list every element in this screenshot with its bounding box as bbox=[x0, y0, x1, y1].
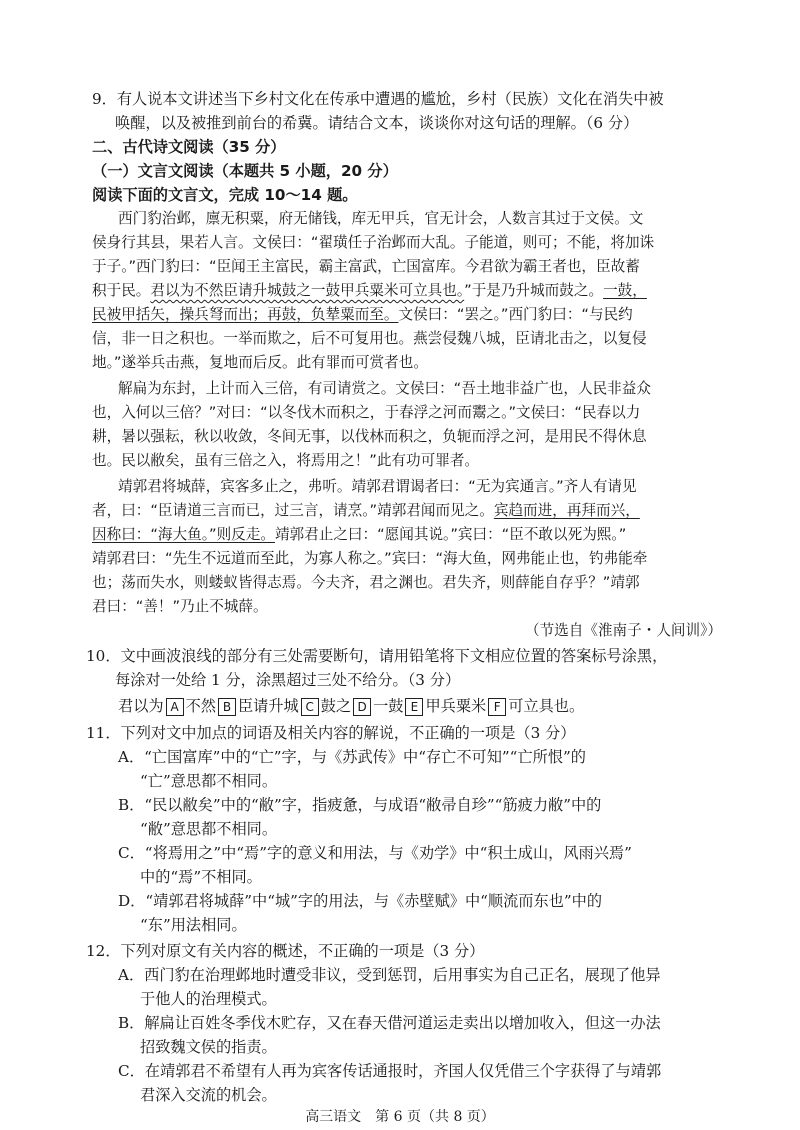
passage-line bbox=[92, 304, 633, 326]
passage-text: 靖郭君止之曰：“愿闻其说。”宾曰：“臣不敢以死为熙。” bbox=[274, 526, 627, 543]
passage-source: （节选自《淮南子・人间训》） bbox=[524, 622, 722, 639]
passage-line bbox=[92, 500, 640, 522]
q11-option-a: A．“亡国富库”中的“亡”字，与《苏武传》中“存亡不可知”“亡所恨”的 bbox=[118, 748, 586, 766]
q10-segment: 鼓之 bbox=[320, 697, 352, 715]
underlined-sentence: 民被甲括矢，操兵弩而出；再鼓，负辇粟而至。 bbox=[92, 306, 399, 323]
q10-segment: 可立具也。 bbox=[508, 697, 585, 715]
passage-line: 靖郭君将城薛，宾客多止之，弗听。靖郭君谓谒者曰：“无为宾通言。”齐人有请见 bbox=[118, 478, 637, 495]
passage-line: 也，入何以三倍？”对曰：“以冬伐木而积之，于春浮之河而鬻之。”文侯曰：“民春以力 bbox=[92, 404, 641, 421]
passage-line: 信，非一日之积也。一举而欺之，后不可复用也。燕尝侵魏八城，臣请北击之，以复侵 bbox=[92, 330, 647, 347]
q9-line-2: 唤醒，以及被推到前台的希冀。请结合文本，谈谈你对这句话的理解。（6 分） bbox=[115, 114, 639, 132]
section-2a-title: （一）文言文阅读（本题共 5 小题，20 分） bbox=[92, 162, 398, 180]
q11-option-d-cont: “东”用法相同。 bbox=[140, 916, 247, 934]
passage-line bbox=[92, 524, 626, 546]
q10-line-2: 每涂对一处给 1 分，涂黑超过三处不给分。（3 分） bbox=[115, 671, 461, 689]
passage-instruction: 阅读下面的文言文，完成 10～14 题。 bbox=[92, 186, 358, 204]
q10-option-B[interactable]: B bbox=[218, 698, 236, 716]
q11-option-b: B．“民以敝矣”中的“敝”字，指疲惫，与成语“敝帚自珍”“筋疲力敝”中的 bbox=[118, 796, 602, 814]
q9-line-1: 9．有人说本文讲述当下乡村文化在传承中遭遇的尴尬，乡村（民族）文化在消失中被 bbox=[92, 90, 664, 108]
passage-line: 耕，暑以强耘，秋以收敛，冬间无事，以伐林而积之，负轭而浮之河，是用民不得休息 bbox=[92, 428, 647, 445]
q10-option-A[interactable]: A bbox=[166, 698, 184, 716]
passage-line: 也。民以敝矣，虽有三倍之入，将焉用之！”此有功可罪者。 bbox=[92, 452, 480, 469]
q11-option-d: D．“靖郭君将城薛”中“城”字的用法，与《赤壁赋》中“顺流而东也”中的 bbox=[118, 892, 603, 910]
q10-segment: 君以为 bbox=[118, 697, 164, 715]
q10-segment: 甲兵粟米 bbox=[425, 697, 487, 715]
q10-segment: 一鼓 bbox=[373, 697, 404, 715]
q10-option-C[interactable]: C bbox=[301, 698, 319, 716]
q12-option-c-cont: 君深入交流的机会。 bbox=[140, 1086, 277, 1104]
passage-line: 地。”遂举兵击燕，复地而后反。此有罪而可赏者也。 bbox=[92, 354, 428, 371]
passage-line: 也；荡而失水，则蝼蚁皆得志焉。今夫齐，君之渊也。君失齐，则薛能自存乎？”靖郭 bbox=[92, 574, 640, 591]
underlined-sentence: 宾趋而进，再拜而兴， bbox=[493, 502, 640, 519]
passage-line: 侯身行其县，果若人言。文侯曰：“翟璜任子治邺而大乱。子能道，则可；不能，将加诛 bbox=[92, 234, 655, 251]
passage-line: 靖郭君曰：“先生不远道而至此，为寡人称之。”宾曰：“海大鱼，网弗能止也，钓弗能牵 bbox=[92, 550, 648, 567]
q10-option-F[interactable]: F bbox=[488, 698, 506, 716]
q10-segment: 臣请升城 bbox=[237, 697, 299, 715]
passage-text: 积于民。 bbox=[92, 282, 151, 299]
passage-line: 西门豹治邺，廪无积粟，府无储钱，库无甲兵，官无计会，人数言其过于文侯。文 bbox=[118, 210, 644, 227]
q12-option-b-cont: 招致魏文侯的指责。 bbox=[140, 1038, 277, 1056]
q10-option-E[interactable]: E bbox=[405, 698, 423, 716]
passage-text: ”于是乃升城而鼓之。 bbox=[464, 282, 604, 299]
passage-text: 者，曰：“臣请道三言而已，过三言，请烹。”靖郭君闻而见之。 bbox=[92, 502, 494, 519]
q10-option-D[interactable]: D bbox=[353, 698, 371, 716]
q12-stem: 12．下列对原文有关内容的概述，不正确的一项是（3 分） bbox=[86, 942, 485, 960]
q11-option-c: C．“将焉用之”中“焉”字的意义和用法，与《劝学》中“积土成山，风雨兴焉” bbox=[118, 844, 632, 862]
q12-option-b: B．解扁让百姓冬季伐木贮存，又在春天借河道运走卖出以增加收入，但这一办法 bbox=[118, 1014, 661, 1032]
q12-option-c: C．在靖郭君不希望有人再为宾客传话通报时，齐国人仅凭借三个字获得了与靖郭 bbox=[118, 1062, 662, 1080]
passage-line bbox=[92, 280, 647, 302]
q11-option-b-cont: “敝”意思都不相同。 bbox=[140, 820, 278, 838]
passage-line: 解扁为东封，上计而入三倍，有司请赏之。文侯曰：“吾土地非益广也，人民非益众 bbox=[118, 380, 651, 397]
wavy-underlined-sentence: 君以为不然臣请升城鼓之一鼓甲兵粟米可立具也。 bbox=[150, 282, 465, 299]
q11-option-c-cont: 中的“焉”不相同。 bbox=[140, 868, 262, 886]
underlined-sentence: 因称曰：“海大鱼。”则反走。 bbox=[92, 526, 275, 543]
underlined-sentence: 一鼓， bbox=[603, 282, 647, 299]
section-2-title: 二、古代诗文阅读（35 分） bbox=[92, 138, 286, 156]
passage-text: 文侯曰：“罢之。”西门豹曰：“与民约 bbox=[398, 306, 633, 323]
q10-answer-row bbox=[118, 695, 584, 717]
page-footer: 高三语文 第 6 页（共 8 页） bbox=[305, 1109, 495, 1125]
passage-line: 君曰：“善！”乃止不城薛。 bbox=[92, 598, 268, 615]
q11-stem: 11．下列对文中加点的词语及相关内容的解说，不正确的一项是（3 分） bbox=[86, 724, 576, 742]
q12-option-a-cont: 于他人的治理模式。 bbox=[140, 990, 277, 1008]
q10-segment: 不然 bbox=[185, 697, 216, 715]
q10-line-1: 10．文中画波浪线的部分有三处需要断句，请用铅笔将下文相应位置的答案标号涂黑， bbox=[86, 647, 668, 665]
q12-option-a: A．西门豹在治理邺地时遭受非议，受到惩罚，后用事实为自己正名，展现了他异 bbox=[118, 966, 661, 984]
q11-option-a-cont: “亡”意思都不相同。 bbox=[140, 772, 278, 790]
passage-line: 于子。”西门豹曰：“臣闻王主富民，霸主富武，亡国富库。今君欲为霸王者也，臣故蓄 bbox=[92, 258, 640, 275]
